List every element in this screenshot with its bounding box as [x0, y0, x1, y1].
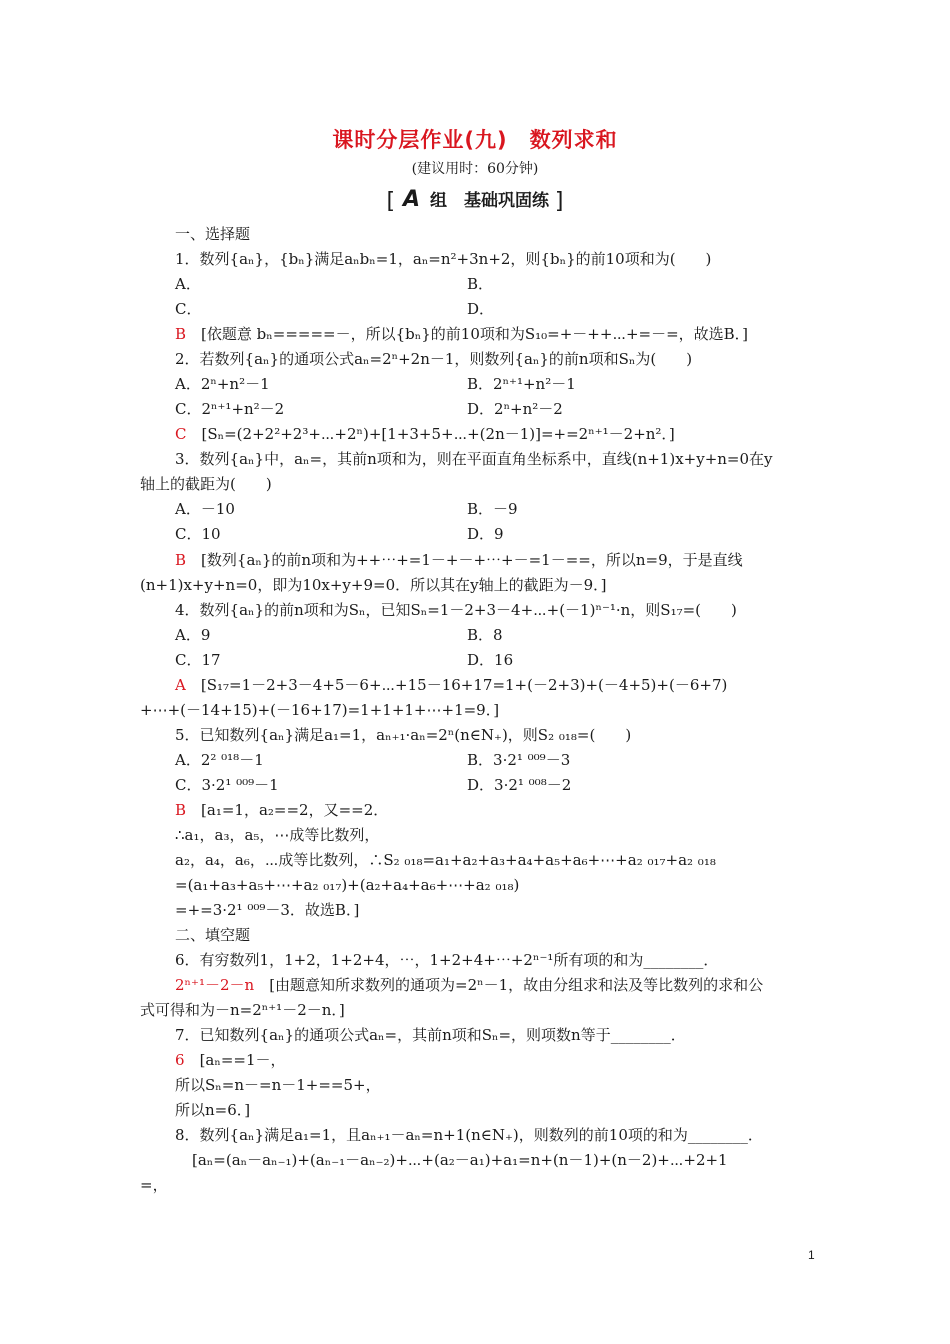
text-line — [175, 950, 718, 970]
text-line — [175, 1025, 686, 1045]
line-text: A． — [175, 275, 201, 293]
line-text: [由题意知所求数列的通项为=2ⁿ－1，故由分组求和法及等比数列的求和公 — [269, 976, 764, 994]
text-line — [175, 800, 388, 820]
line-text: =， — [140, 1176, 168, 1194]
text-line — [175, 499, 235, 519]
text-line — [175, 449, 773, 469]
text-line — [467, 524, 504, 544]
text-line — [175, 600, 737, 620]
text-line — [467, 650, 513, 670]
line-text: 7．已知数列{aₙ}的通项公式aₙ=，其前n项和Sₙ=，则项数n等于________． — [175, 1026, 686, 1044]
text-line — [175, 550, 743, 570]
line-text: 8．数列{aₙ}满足a₁=1，且aₙ₊₁－aₙ=n+1(n∈N₊)，则数列的前10项的和为________． — [175, 1126, 763, 1144]
text-line — [140, 1175, 168, 1195]
answer-key: B — [175, 325, 187, 343]
text-line — [140, 1000, 345, 1020]
line-text: 轴上的截距为( ) — [140, 475, 272, 493]
text-line — [175, 299, 201, 319]
text-line — [175, 224, 250, 244]
line-text: [a₁=1，a₂==2，又==2． — [201, 801, 389, 819]
text-line — [175, 524, 221, 544]
text-line — [175, 875, 519, 895]
text-line — [175, 324, 748, 344]
line-text: D． — [467, 300, 495, 318]
line-text: 式可得和为－n=2ⁿ⁺¹－2－n．] — [140, 1001, 345, 1019]
line-text: ∴a₁，a₃，a₅，⋯成等比数列， — [175, 826, 380, 844]
line-text: B． — [467, 275, 494, 293]
line-text: 所以Sₙ=n－=n－1+==5+， — [175, 1076, 381, 1094]
line-text: B．3·2¹ ⁰⁰⁹－3 — [467, 751, 571, 769]
line-text: A．2² ⁰¹⁸－1 — [175, 751, 264, 769]
line-text: 一、选择题 — [175, 225, 251, 243]
answer-key: 2ⁿ⁺¹－2－n — [175, 976, 255, 994]
line-text: B．－9 — [467, 500, 518, 518]
line-text: C．10 — [175, 525, 221, 543]
line-text: A．9 — [175, 626, 211, 644]
line-text: =+=3·2¹ ⁰⁰⁹－3．故选B．] — [175, 901, 360, 919]
text-line — [467, 625, 503, 645]
text-line — [467, 499, 518, 519]
answer-key: 6 — [175, 1051, 185, 1069]
text-line — [467, 750, 570, 770]
line-text: 6．有穷数列1，1+2，1+2+4，⋯，1+2+4+⋯+2ⁿ⁻¹所有项的和为________． — [175, 951, 719, 969]
line-text: C．17 — [175, 651, 221, 669]
line-text: a₂，a₄，a₆，⋯成等比数列，∴S₂ ₀₁₈=a₁+a₂+a₃+a₄+a₅+a₆+⋯+a₂ ₀₁₇+a₂ ₀₁₈ — [175, 851, 716, 869]
time-suggestion: (建议用时：60分钟) — [411, 161, 539, 177]
line-text: (n+1)x+y+n=0，即为10x+y+9=0．所以其在y轴上的截距为－9．] — [140, 576, 607, 594]
text-line — [175, 274, 201, 294]
line-text: 所以n=6．] — [175, 1101, 251, 1119]
text-line — [175, 750, 264, 770]
text-line — [467, 299, 494, 319]
line-text: 4．数列{aₙ}的前n项和为Sₙ，已知Sₙ=1－2+3－4+⋯+(－1)ⁿ⁻¹·n，则S₁₇=( ) — [175, 601, 737, 619]
answer-key: C — [175, 425, 187, 443]
text-line — [467, 399, 563, 419]
line-text: [数列{aₙ}的前n项和为++⋯+=1－+－+⋯+－=1－==，所以n=9，于是直线 — [201, 551, 743, 569]
line-text: 二、填空题 — [175, 926, 251, 944]
line-text: [aₙ=(aₙ－aₙ₋₁)+(aₙ₋₁－aₙ₋₂)+⋯+(a₂－a₁)+a₁=n+(n－1)+(n－2)+⋯+2+1 — [192, 1151, 728, 1169]
text-line — [467, 274, 493, 294]
answer-key: A — [175, 676, 186, 694]
text-line — [175, 349, 692, 369]
text-line — [175, 374, 270, 394]
line-text: D．2ⁿ+n²－2 — [467, 400, 563, 418]
text-line — [175, 650, 221, 670]
line-text: =(a₁+a₃+a₅+⋯+a₂ ₀₁₇)+(a₂+a₄+a₆+⋯+a₂ ₀₁₈) — [175, 876, 520, 894]
text-line — [467, 374, 576, 394]
line-text: B．8 — [467, 626, 503, 644]
text-line — [175, 850, 716, 870]
line-text: 2．若数列{aₙ}的通项公式aₙ=2ⁿ+2n－1，则数列{aₙ}的前n项和Sₙ为( ) — [175, 350, 693, 368]
text-line — [175, 424, 675, 444]
text-line — [140, 575, 607, 595]
line-text: C．3·2¹ ⁰⁰⁹－1 — [175, 776, 279, 794]
text-line — [175, 975, 763, 995]
line-text: A．－10 — [175, 500, 235, 518]
line-text: 3．数列{aₙ}中，aₙ=，其前n项和为，则在平面直角坐标系中，直线(n+1)x+y+n=0在y — [175, 450, 773, 468]
line-text: D．16 — [467, 651, 514, 669]
text-line — [175, 1125, 763, 1145]
line-text: [Sₙ=(2+2²+2³+⋯+2ⁿ)+[1+3+5+⋯+(2n－1)]=+=2ⁿ⁺¹－2+n²．] — [201, 425, 675, 443]
page-title: 课时分层作业(九) 数列求和 — [332, 128, 618, 152]
text-line — [175, 1100, 250, 1120]
line-text: 1．数列{aₙ}，{bₙ}满足aₙbₙ=1，aₙ=n²+3n+2，则{bₙ}的前10项和为( ) — [175, 250, 712, 268]
text-line — [140, 700, 499, 720]
group-bracket-close: ] — [554, 189, 564, 214]
text-line — [175, 675, 727, 695]
group-heading — [0, 186, 950, 214]
line-text: [aₙ==1－， — [199, 1051, 286, 1069]
answer-key: B — [175, 801, 187, 819]
text-line — [140, 474, 272, 494]
answer-key: B — [175, 551, 187, 569]
text-line — [175, 825, 379, 845]
text-line — [175, 1075, 381, 1095]
line-text: +⋯+(－14+15)+(－16+17)=1+1+1+⋯+1=9．] — [140, 701, 500, 719]
line-text: D．9 — [467, 525, 504, 543]
text-line — [175, 1050, 286, 1070]
text-line — [175, 249, 711, 269]
line-text: 5．已知数列{aₙ}满足a₁=1，aₙ₊₁·aₙ=2ⁿ(n∈N₊)，则S₂ ₀₁₈=( ) — [175, 726, 632, 744]
text-line — [192, 1150, 728, 1170]
text-line — [175, 399, 284, 419]
text-line — [175, 925, 250, 945]
text-line — [175, 775, 279, 795]
line-text: C．2ⁿ⁺¹+n²－2 — [175, 400, 285, 418]
text-line — [467, 775, 571, 795]
line-text: D．3·2¹ ⁰⁰⁸－2 — [467, 776, 572, 794]
text-line — [175, 725, 631, 745]
group-title: 组 基础巩固练 — [429, 191, 549, 211]
group-bracket-open: [ — [386, 189, 396, 214]
text-line — [175, 625, 210, 645]
line-text: A．2ⁿ+n²－1 — [175, 375, 270, 393]
group-letter: A — [403, 187, 421, 212]
line-text: [S₁₇=1－2+3－4+5－6+⋯+15－16+17=1+(－2+3)+(－4+5)+(－6+7) — [200, 676, 728, 694]
line-text: C． — [175, 300, 202, 318]
page-number: 1 — [808, 1248, 815, 1262]
line-text: [依题意 bₙ=====－，所以{bₙ}的前10项和为S₁₀=+－++⋯+=－=，故选B．] — [201, 325, 749, 343]
text-line — [175, 900, 359, 920]
line-text: B．2ⁿ⁺¹+n²－1 — [467, 375, 576, 393]
